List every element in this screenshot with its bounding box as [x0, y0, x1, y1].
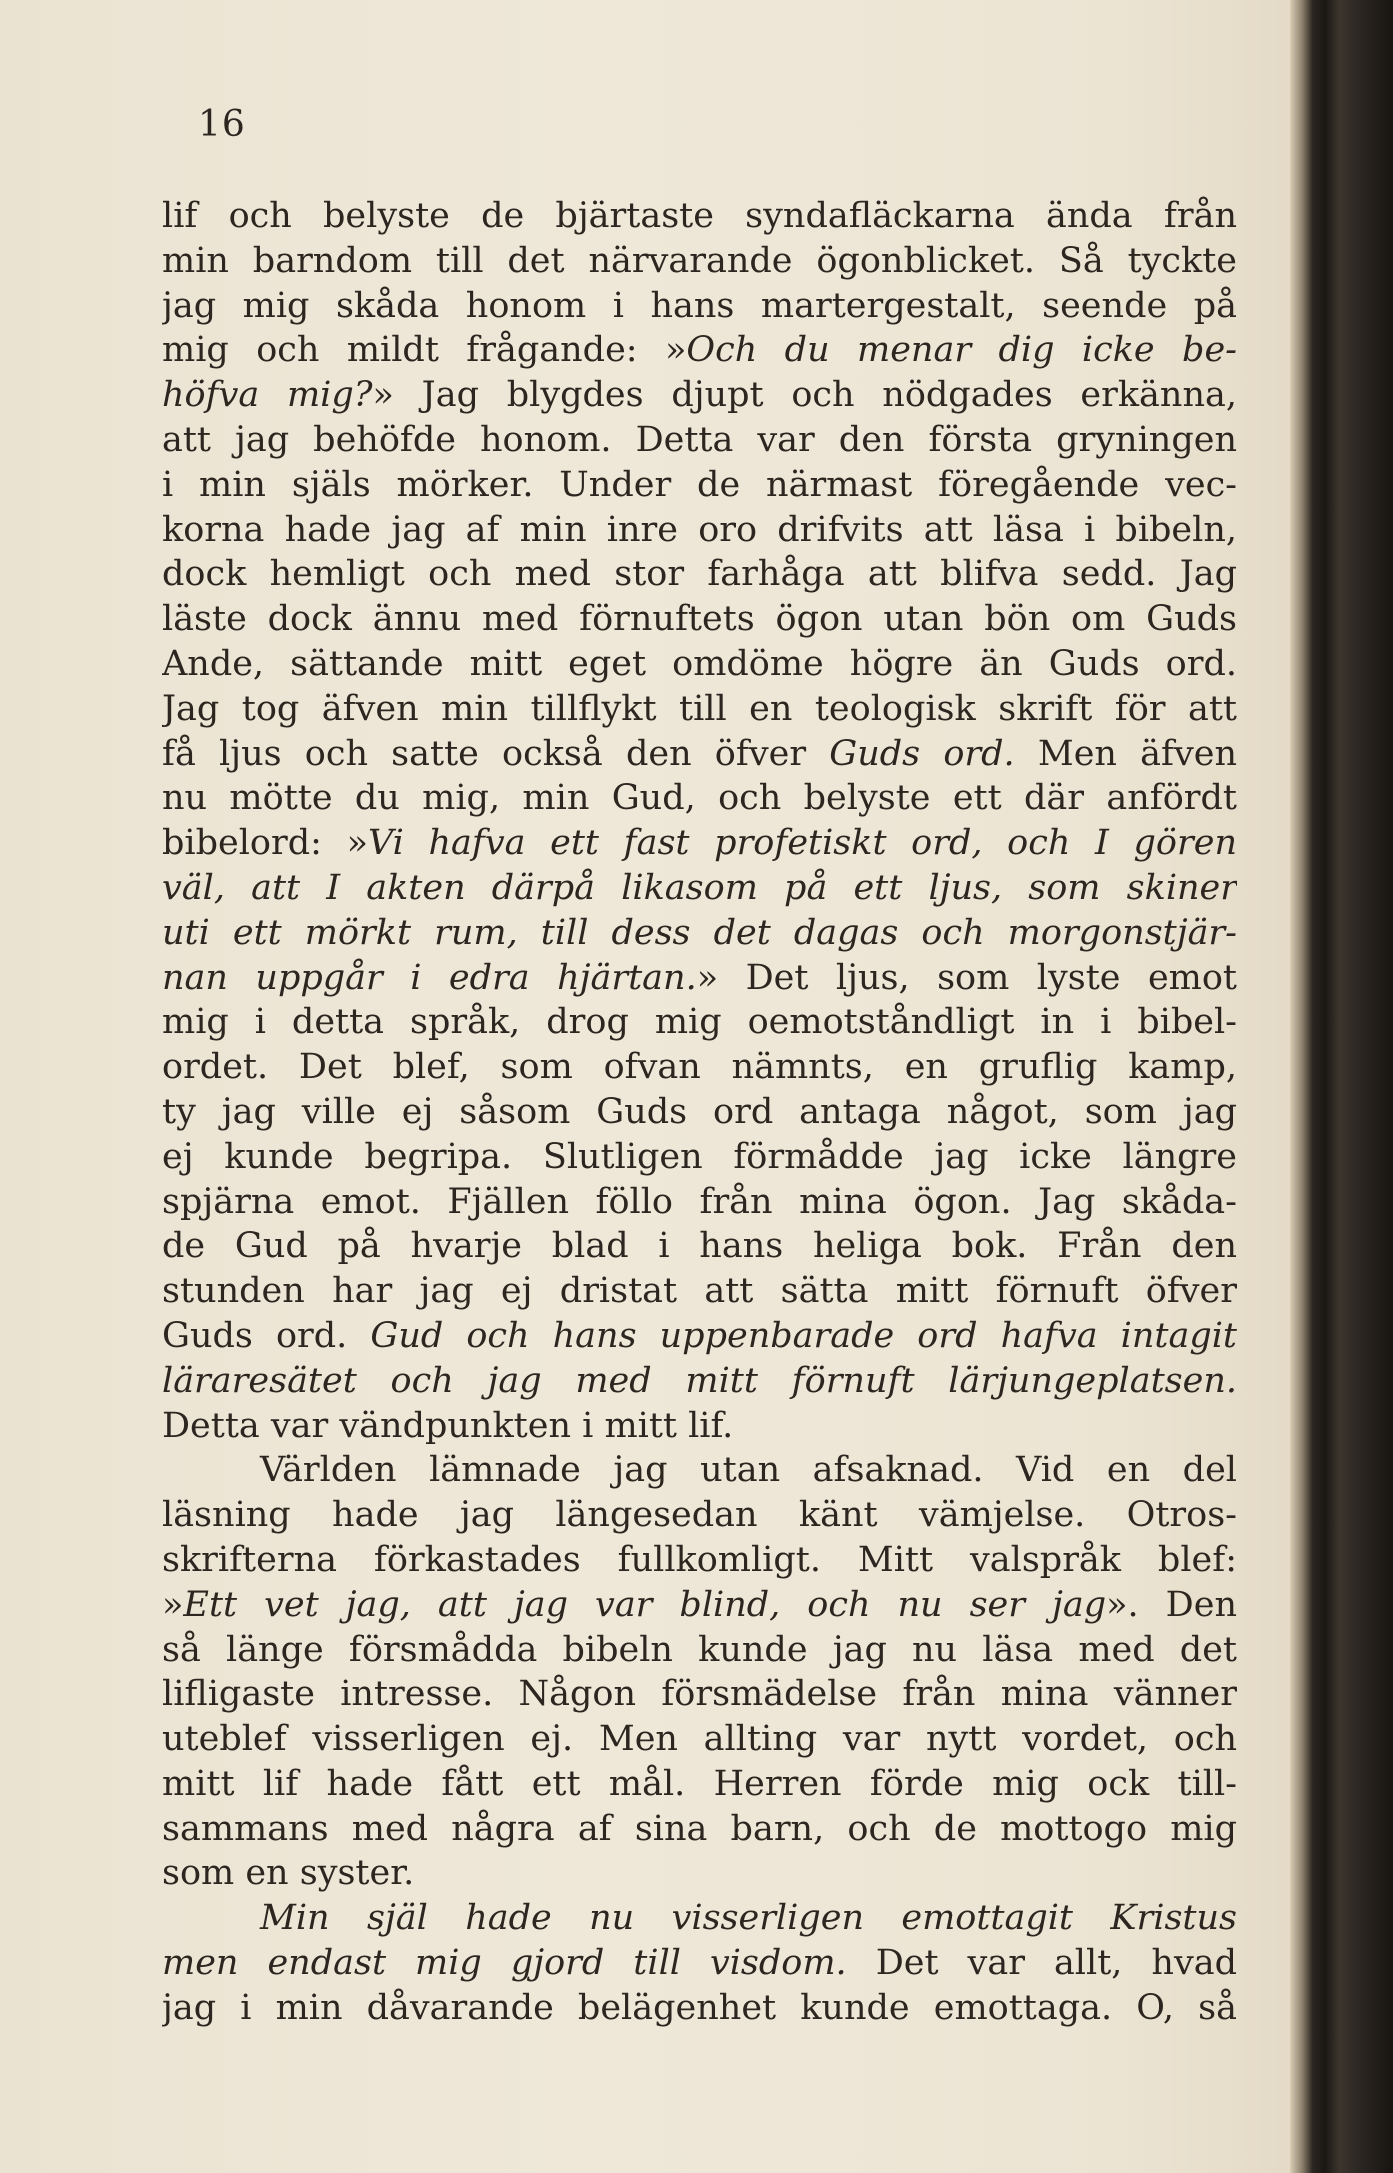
text-segment: mitt lif hade fått ett mål. Herren förde mig ock till-: [162, 1763, 1237, 1804]
text-line: [162, 642, 1237, 687]
text-line: [162, 956, 1237, 1001]
text-line: [162, 1583, 1237, 1628]
text-line: [162, 821, 1237, 866]
text-segment: spjärna emot. Fjällen föllo från mina ögon. Jag skåda-: [162, 1181, 1237, 1222]
text-segment: skrifterna förkastades fullkomligt. Mitt valspråk blef:: [162, 1539, 1237, 1580]
italic-text-segment: Gud och hans uppenbarade ord hafva intagit: [370, 1315, 1237, 1356]
text-line: [162, 1807, 1237, 1852]
italic-text-segment: Guds ord.: [829, 733, 1015, 774]
text-segment: ej kunde begripa. Slutligen förmådde jag icke längre: [162, 1136, 1237, 1177]
text-line: [162, 776, 1237, 821]
text-line: [162, 194, 1237, 239]
text-line: [162, 1000, 1237, 1045]
text-segment: att jag behöfde honom. Detta var den första gryningen: [162, 419, 1237, 460]
text-segment: ordet. Det blef, som ofvan nämnts, en gruflig kamp,: [162, 1047, 1237, 1088]
text-line: [162, 1269, 1237, 1314]
text-segment: Men äfven: [1014, 733, 1237, 774]
italic-text-segment: väl, att I akten därpå likasom på ett ljus, som skiner: [162, 867, 1237, 908]
text-segment: sammans med några af sina barn, och de mottogo mig: [162, 1808, 1237, 1849]
text-line: [162, 1628, 1237, 1673]
text-segment: som en syster.: [162, 1853, 415, 1894]
text-segment: mig och mildt frågande: »: [162, 330, 687, 371]
text-line: [162, 1717, 1237, 1762]
text-line: [162, 732, 1237, 777]
body-text: [162, 194, 1237, 2031]
text-segment: »: [162, 1584, 184, 1625]
text-line: [162, 1180, 1237, 1225]
italic-text-segment: nan uppgår i edra hjärtan.: [162, 957, 697, 998]
text-segment: Jag tog äfven min tillflykt till en teologisk skrift för att: [162, 688, 1237, 729]
text-line: [162, 866, 1237, 911]
text-line: [162, 552, 1237, 597]
text-line: [162, 373, 1237, 418]
text-line: [162, 1135, 1237, 1180]
text-line: [162, 1404, 1237, 1449]
text-line: [162, 1493, 1237, 1538]
text-segment: nu mötte du mig, min Gud, och belyste ett där anfördt: [162, 778, 1237, 819]
page-number: 16: [198, 104, 246, 145]
text-segment: korna hade jag af min inre oro drifvits att läsa i bibeln,: [162, 509, 1237, 550]
text-line: [162, 508, 1237, 553]
text-line: [162, 328, 1237, 373]
text-line: [162, 687, 1237, 732]
text-segment: i min själs mörker. Under de närmast föregående vec-: [162, 464, 1237, 505]
text-segment: jag i min dåvarande belägenhet kunde emottaga. O, så: [162, 1987, 1237, 2028]
text-segment: Guds ord.: [162, 1315, 371, 1356]
text-segment: bibelord: »: [162, 823, 368, 864]
text-segment: läsning hade jag längesedan känt vämjelse. Otros-: [162, 1495, 1237, 1536]
text-line: [162, 911, 1237, 956]
text-segment: uteblef visserligen ej. Men allting var nytt vordet, och: [162, 1719, 1237, 1760]
text-segment: Det var allt, hvad: [846, 1943, 1237, 1984]
text-segment: Ande, sättande mitt eget omdöme högre än Guds ord.: [162, 643, 1237, 684]
italic-text-segment: höfva mig?: [162, 375, 373, 416]
text-segment: ty jag ville ej såsom Guds ord antaga något, som jag: [162, 1091, 1237, 1132]
text-segment: så länge försmådda bibeln kunde jag nu läsa med det: [162, 1629, 1237, 1670]
text-line: [162, 1045, 1237, 1090]
text-line: [162, 1448, 1237, 1493]
text-segment: lifligaste intresse. Någon försmädelse från mina vänner: [162, 1674, 1237, 1715]
text-line: [162, 1672, 1237, 1717]
italic-text-segment: läraresätet och jag med mitt förnuft lärjungeplatsen.: [162, 1360, 1237, 1401]
book-binding: [1290, 0, 1393, 2173]
italic-text-segment: Ett vet jag, att jag var blind, och nu ser jag: [183, 1584, 1107, 1625]
text-segment: » Det ljus, som lyste emot: [696, 957, 1237, 998]
text-line: [162, 418, 1237, 463]
text-line: [162, 597, 1237, 642]
italic-text-segment: uti ett mörkt rum, till dess det dagas och morgonstjär-: [162, 912, 1237, 953]
text-segment: » Jag blygdes djupt och nödgades erkänna,: [372, 375, 1237, 416]
text-segment: dock hemligt och med stor farhåga att blifva sedd. Jag: [162, 554, 1237, 595]
italic-text-segment: men endast mig gjord till visdom.: [162, 1943, 847, 1984]
text-line: [162, 1941, 1237, 1986]
text-line: [162, 284, 1237, 329]
text-segment: de Gud på hvarje blad i hans heliga bok. Från den: [162, 1226, 1237, 1267]
text-segment: ». Den: [1106, 1584, 1237, 1625]
text-segment: mig i detta språk, drog mig oemotståndligt in i bibel-: [162, 1002, 1237, 1043]
italic-text-segment: Vi hafva ett fast profetiskt ord, och I gören: [367, 823, 1237, 864]
text-line: [162, 1851, 1237, 1896]
italic-text-segment: Min själ hade nu visserligen emottagit Kristus: [260, 1898, 1237, 1939]
text-line: [162, 1224, 1237, 1269]
text-segment: lif och belyste de bjärtaste syndafläckarna ända från: [162, 196, 1237, 236]
italic-text-segment: Och du menar dig icke be-: [686, 330, 1237, 371]
text-segment: få ljus och satte också den öfver: [162, 733, 830, 774]
text-line: [162, 1986, 1237, 2031]
text-segment: stunden har jag ej dristat att sätta mitt förnuft öfver: [162, 1271, 1237, 1312]
text-line: [162, 1762, 1237, 1807]
text-line: [162, 463, 1237, 508]
text-segment: läste dock ännu med förnuftets ögon utan bön om Guds: [162, 599, 1237, 640]
text-line: [162, 239, 1237, 284]
text-segment: Världen lämnade jag utan afsaknad. Vid en del: [260, 1450, 1237, 1491]
text-segment: min barndom till det närvarande ögonblicket. Så tyckte: [162, 240, 1237, 281]
text-segment: Detta var vändpunkten i mitt lif.: [162, 1405, 734, 1446]
text-line: [162, 1090, 1237, 1135]
text-line: [162, 1538, 1237, 1583]
text-line: [162, 1314, 1237, 1359]
text-line: [162, 1896, 1237, 1941]
text-segment: jag mig skåda honom i hans martergestalt, seende på: [162, 285, 1237, 326]
text-line: [162, 1359, 1237, 1404]
